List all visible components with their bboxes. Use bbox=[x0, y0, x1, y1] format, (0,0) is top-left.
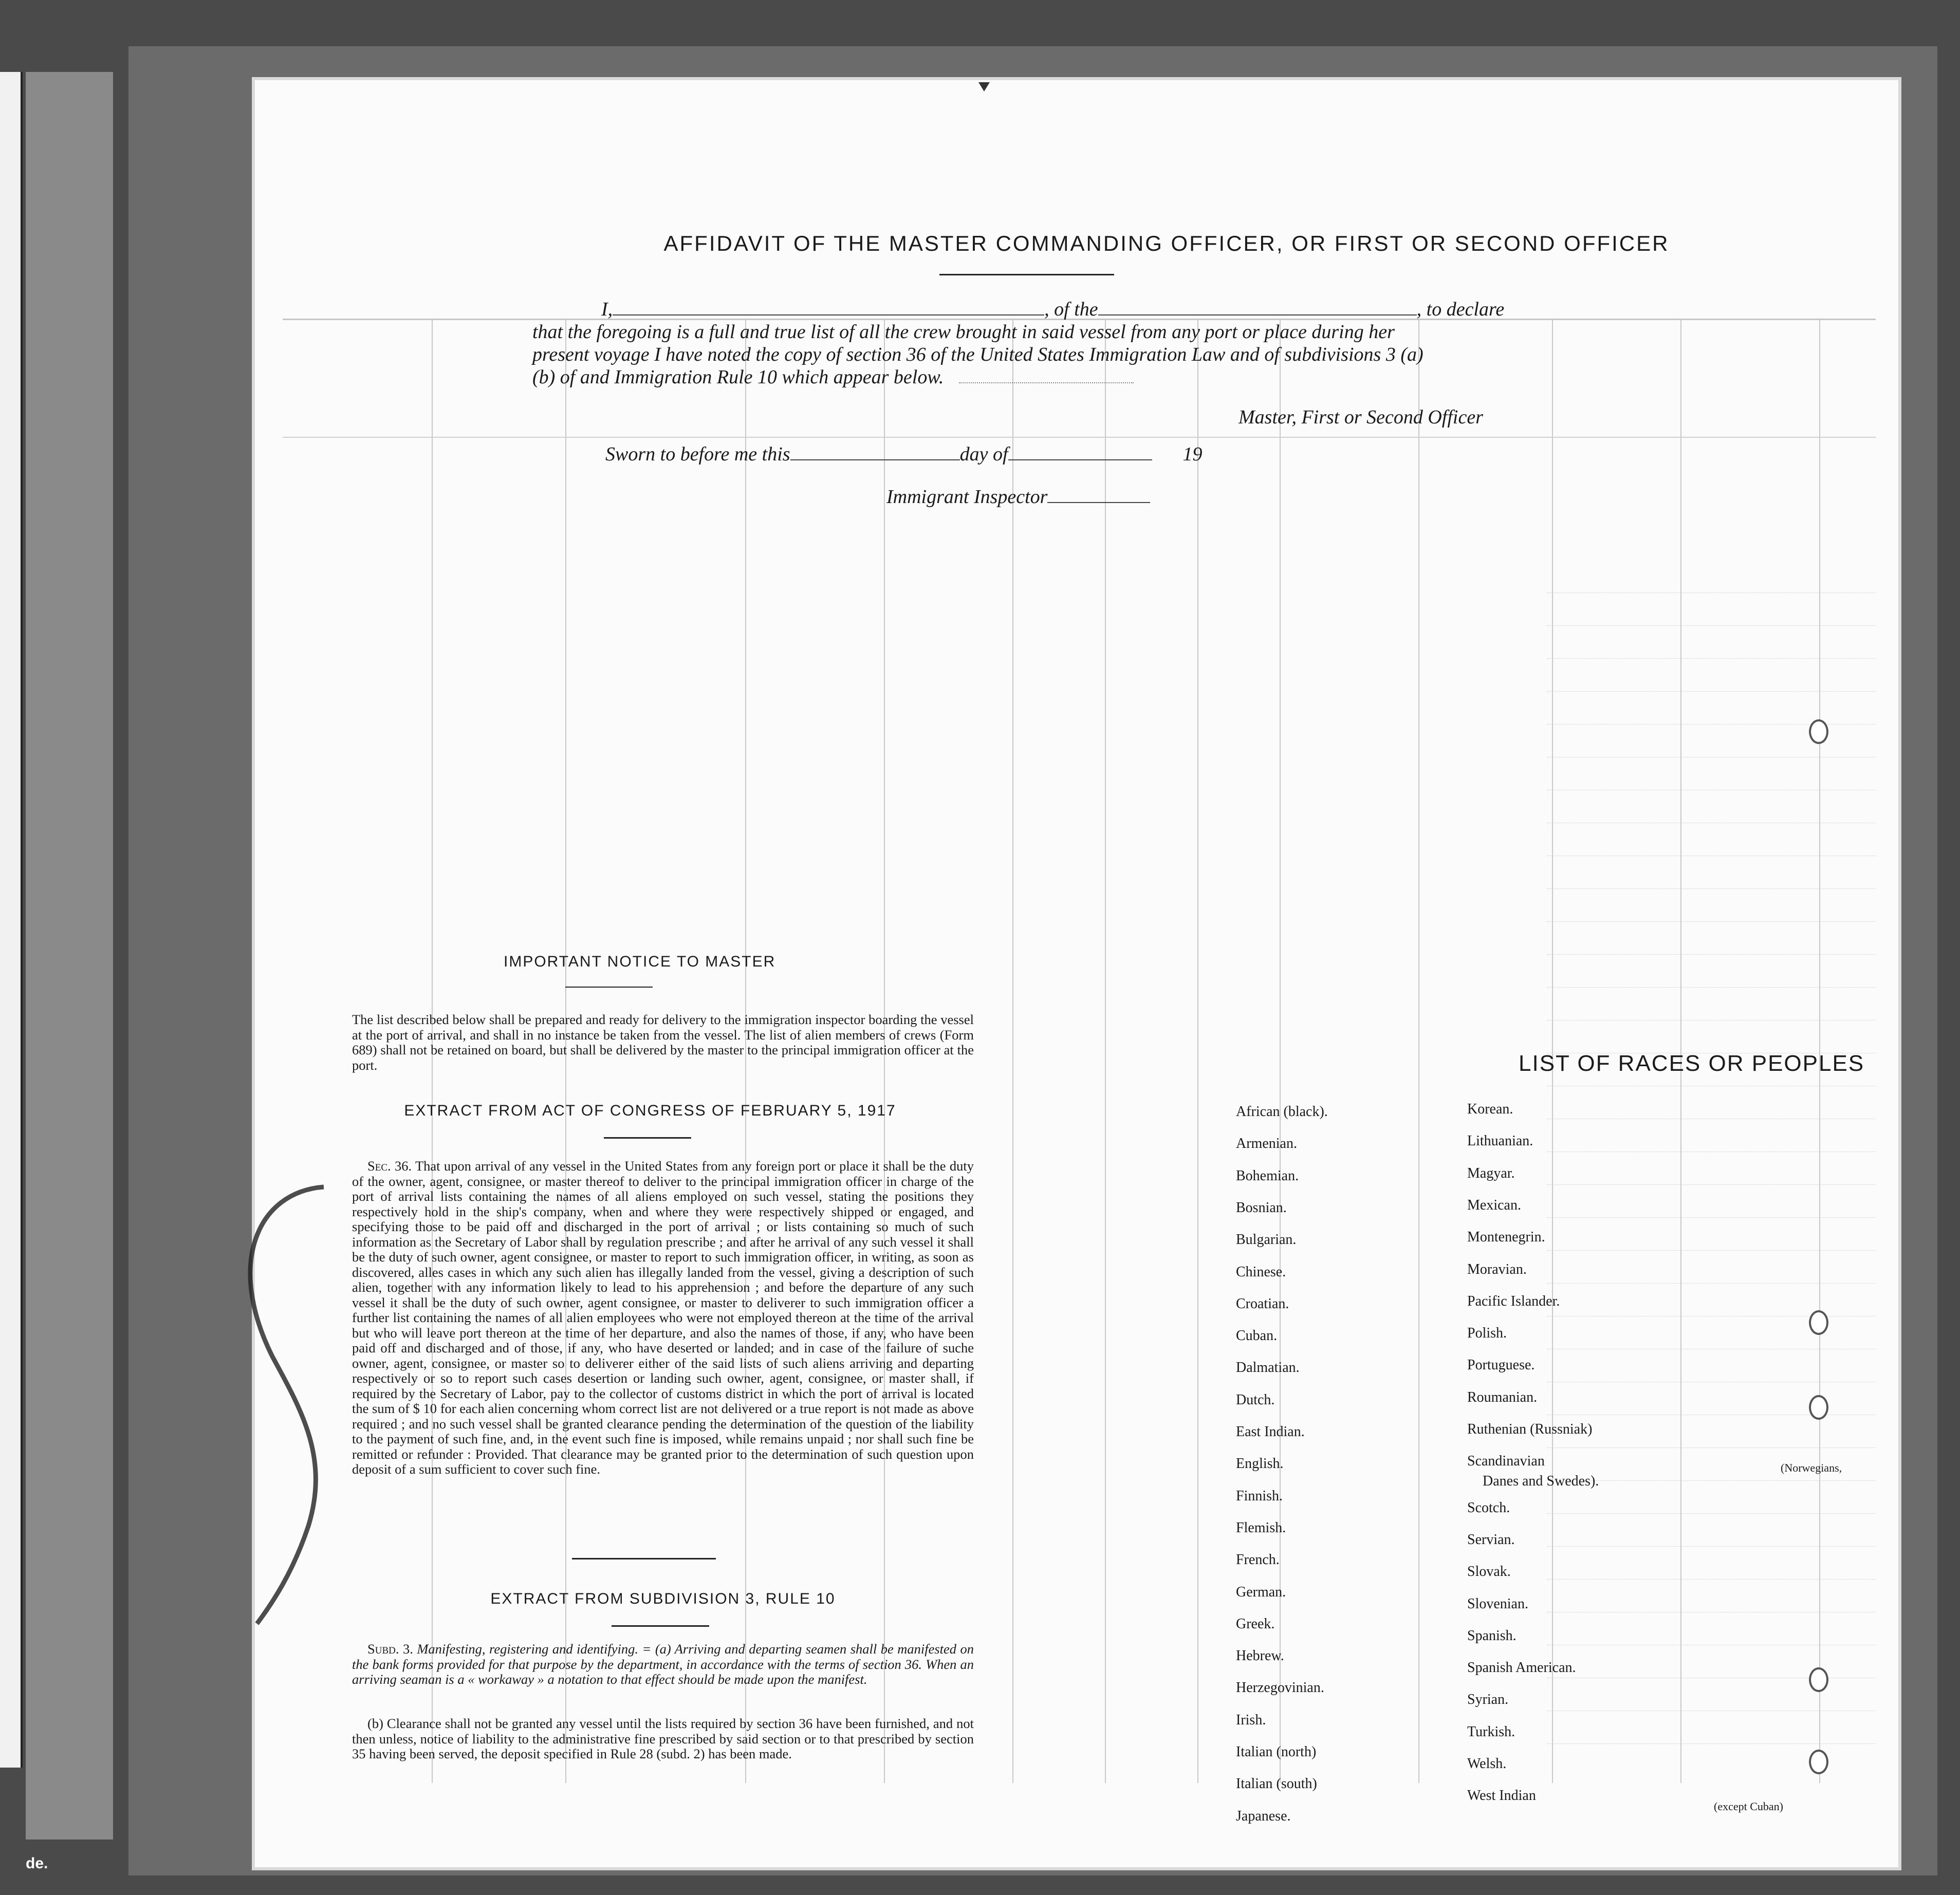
act-heading: EXTRACT FROM ACT OF CONGRESS OF FEBRUARY 5, 1917 bbox=[404, 1102, 896, 1119]
sworn-line bbox=[605, 443, 1203, 466]
scandinavian-note bbox=[1781, 1459, 1842, 1476]
ghost-column-line bbox=[1280, 319, 1281, 1783]
year-label: 19 bbox=[1182, 443, 1203, 465]
rule-text-b: (b) Clearance shall not be granted any vessel until the lists required by section 36 have been furnished, and not then unless, notice of liability to the administrative fine prescribed by said section or to that prescribed by section 35 having been served, the deposit specified in Rule 28 (subd. 2) has been made. bbox=[352, 1716, 974, 1761]
race-item: Dutch. bbox=[1236, 1391, 1275, 1408]
inspector-line bbox=[886, 486, 1150, 508]
west-indian-note-text: (except Cuban) bbox=[1714, 1800, 1783, 1813]
affidavit-line-1 bbox=[601, 298, 1504, 321]
race-item: Armenian. bbox=[1236, 1136, 1297, 1152]
race-item: Greek. bbox=[1236, 1615, 1275, 1632]
race-item: Scotch. bbox=[1467, 1499, 1510, 1516]
notice-text: The list described below shall be prepared and ready for delivery to the immigration inspector boarding the vessel at the port of arrival, and shall in no instance be taken from the vessel. The list of alien members of crews (Form 689) shall not be retained on board, but shall be delivered by the master to the principal immigration officer at the port. bbox=[352, 1012, 974, 1073]
race-item: Dalmatian. bbox=[1236, 1360, 1300, 1376]
race-item: Irish. bbox=[1236, 1712, 1266, 1728]
officer-name-blank bbox=[613, 314, 1044, 315]
race-item: Bosnian. bbox=[1236, 1199, 1287, 1216]
race-item: Montenegrin. bbox=[1467, 1229, 1545, 1246]
race-item: African (black). bbox=[1236, 1104, 1328, 1120]
race-item: Portuguese. bbox=[1467, 1357, 1535, 1373]
ghost-header-line bbox=[283, 437, 1876, 438]
race-item: Roumanian. bbox=[1467, 1389, 1538, 1405]
race-item: Welsh. bbox=[1467, 1756, 1507, 1772]
race-item: West Indian bbox=[1467, 1788, 1536, 1804]
rule-heading: EXTRACT FROM SUBDIVISION 3, RULE 10 bbox=[490, 1590, 836, 1607]
scandinavian-note-1: (Norwegians, bbox=[1781, 1461, 1842, 1474]
ghost-column-line bbox=[1012, 319, 1013, 1783]
race-item: Japanese. bbox=[1236, 1808, 1291, 1824]
month-blank bbox=[1008, 459, 1152, 460]
scandinavian-note-2: Danes and Swedes). bbox=[1483, 1473, 1599, 1489]
race-item: Scandinavian bbox=[1467, 1453, 1545, 1470]
race-item: Korean. bbox=[1467, 1101, 1513, 1117]
ghost-column-line bbox=[1418, 319, 1419, 1783]
sec-label: Sec. 36. bbox=[367, 1158, 412, 1174]
races-title: LIST OF RACES OR PEOPLES bbox=[1519, 1051, 1865, 1076]
signature-dots bbox=[959, 382, 1134, 383]
race-item: Lithuanian. bbox=[1467, 1133, 1533, 1149]
race-item: Bulgarian. bbox=[1236, 1232, 1297, 1248]
adjacent-page-strip bbox=[26, 72, 113, 1872]
race-item: Spanish American. bbox=[1467, 1660, 1576, 1676]
race-item: German. bbox=[1236, 1584, 1286, 1600]
race-item: Flemish. bbox=[1236, 1519, 1286, 1536]
divider bbox=[939, 274, 1114, 275]
ghost-column-line bbox=[1105, 319, 1106, 1783]
race-item: Finnish. bbox=[1236, 1488, 1283, 1504]
punch-hole bbox=[1809, 1667, 1828, 1692]
adjacent-page-edge bbox=[0, 72, 23, 1768]
affidavit-to-declare: , to declare bbox=[1416, 299, 1505, 320]
affidavit-line-4 bbox=[532, 366, 1134, 388]
race-item: Magyar. bbox=[1467, 1165, 1515, 1181]
side-text: de. bbox=[26, 1855, 48, 1872]
punch-hole bbox=[1809, 1395, 1828, 1420]
ghost-column-line bbox=[1197, 319, 1198, 1783]
affidavit-line-3: present voyage I have noted the copy of section 36 of the United States Immigration Law and of subdivisions 3 (a) bbox=[532, 344, 1423, 365]
race-item: Chinese. bbox=[1236, 1264, 1286, 1280]
race-item: Spanish. bbox=[1467, 1627, 1517, 1644]
sworn-day-blank bbox=[790, 459, 960, 460]
inspector-blank bbox=[1047, 502, 1150, 503]
punch-hole bbox=[1809, 719, 1828, 744]
affidavit-of-the: , of the bbox=[1044, 299, 1098, 320]
sworn-label: Sworn to before me this bbox=[605, 443, 790, 465]
affidavit-title: AFFIDAVIT OF THE MASTER COMMANDING OFFICER, OR FIRST OR SECOND OFFICER bbox=[663, 231, 1670, 255]
race-item: East Indian. bbox=[1236, 1424, 1305, 1440]
race-item: Turkish. bbox=[1467, 1723, 1515, 1740]
race-item: Slovenian. bbox=[1467, 1595, 1528, 1612]
race-item: Mexican. bbox=[1467, 1197, 1521, 1213]
divider bbox=[565, 987, 653, 988]
vessel-name-blank bbox=[1098, 314, 1417, 315]
document-page bbox=[252, 77, 1901, 1870]
subd-label: Subd. 3. bbox=[367, 1641, 413, 1657]
act-body: That upon arrival of any vessel in the United States from any foreign port or place it shall be the duty of the owner, agent, consignee, or master thereof to deliver to the principal immigration officer in charge of the port of arrival lists containing the names of all aliens employed on such vessel, stating the positions they respectively hold in the ship's company, when and where they were respectively shipped or engaged, and specifying those to be paid off and discharged in the port of arrival ; or lists containing so much of such information as the Secretary of Labor shall by regulation prescribe ; and after he arrival of any such vessel it shall be the duty of such owner, agent consignee, or master to report to such immigration officer, in writing, as soon as discovered, alles cases in which any such alien has illegally landed from the vessel, giving a description of such alien, together with any information likely to lead to his apprehension ; and before the departure of any such vessel it shall be the duty of such owner, agent consignee, or master to deliverer to such immigration officer a further list containing the names of all alien employees who were not employed thereon at the time of the arrival but who will leave port thereon at the time of her departure, and also the names of those, if any, who have been paid off and discharged and of those, if any, who have deserted or landed; and in case of the failure of suche owner, agent, consignee, or master so to deliverer either of the said lists of such aliens arriving and departing respectively or so to report such cases desertion or landing such owner, agent, consignee, or master shall, if required by the Secretary of Labor, pay to the collector of customs district in which the port of arrival is located the sum of $ 10 for each alien concerning whom correct list are not delivered or a true report is not made as above required ; and no such vessel shall be granted clearance pending the determination of the question of the liability to the payment of such fine, and, in the event such fine is imposed, while remains unpaid ; nor shall such fine be remitted or refunder : Provided. That clearance may be granted prior to the determination of such question upon deposit of a sum sufficient to cover such fine. bbox=[352, 1158, 974, 1477]
rule-text-a bbox=[352, 1642, 974, 1687]
signature-label: Master, First or Second Officer bbox=[1238, 406, 1484, 428]
punch-hole bbox=[1809, 1310, 1828, 1335]
affidavit-line-2: that the foregoing is a full and true list of all the crew brought in said vessel from any port or place during her bbox=[532, 321, 1395, 343]
punch-hole bbox=[1809, 1750, 1828, 1774]
divider bbox=[604, 1137, 691, 1139]
race-item: Moravian. bbox=[1467, 1261, 1527, 1277]
race-item: Italian (north) bbox=[1236, 1744, 1317, 1760]
divider bbox=[612, 1625, 709, 1627]
race-item: Hebrew. bbox=[1236, 1648, 1284, 1664]
race-item: French. bbox=[1236, 1552, 1280, 1568]
race-item: English. bbox=[1236, 1456, 1284, 1472]
affidavit-i-label: I, bbox=[601, 299, 613, 320]
race-item: Bohemian. bbox=[1236, 1167, 1299, 1184]
day-of-label: day of bbox=[959, 443, 1008, 465]
rule-a-body: Manifesting, registering and identifying. = (a) Arriving and departing seamen shall be manifested on the bank forms provided for that purpose by the department, in accordance with the terms of section 36. When an arriving seaman is a « workaway » a notation to that effect should be made upon the manifest. bbox=[352, 1641, 974, 1687]
divider bbox=[572, 1558, 716, 1559]
race-item: Servian. bbox=[1467, 1531, 1515, 1548]
race-item: Polish. bbox=[1467, 1325, 1507, 1342]
act-text bbox=[352, 1159, 974, 1477]
race-item: Herzegovinian. bbox=[1236, 1680, 1324, 1696]
inspector-label: Immigrant Inspector bbox=[886, 486, 1048, 508]
top-notch-icon bbox=[977, 81, 991, 92]
race-item: Croatian. bbox=[1236, 1295, 1289, 1312]
race-item: Pacific Islander. bbox=[1467, 1293, 1560, 1309]
race-item: Italian (south) bbox=[1236, 1776, 1317, 1792]
race-item: Syrian. bbox=[1467, 1692, 1509, 1708]
notice-heading: IMPORTANT NOTICE TO MASTER bbox=[504, 953, 776, 970]
pen-scribble-icon bbox=[195, 1172, 349, 1634]
west-indian-note bbox=[1714, 1798, 1783, 1814]
race-item: Cuban. bbox=[1236, 1328, 1278, 1344]
race-item: Slovak. bbox=[1467, 1564, 1511, 1580]
affidavit-line-4-text: (b) of and Immigration Rule 10 which appear below. bbox=[532, 366, 944, 388]
race-item: Ruthenian (Russniak) bbox=[1467, 1421, 1593, 1437]
